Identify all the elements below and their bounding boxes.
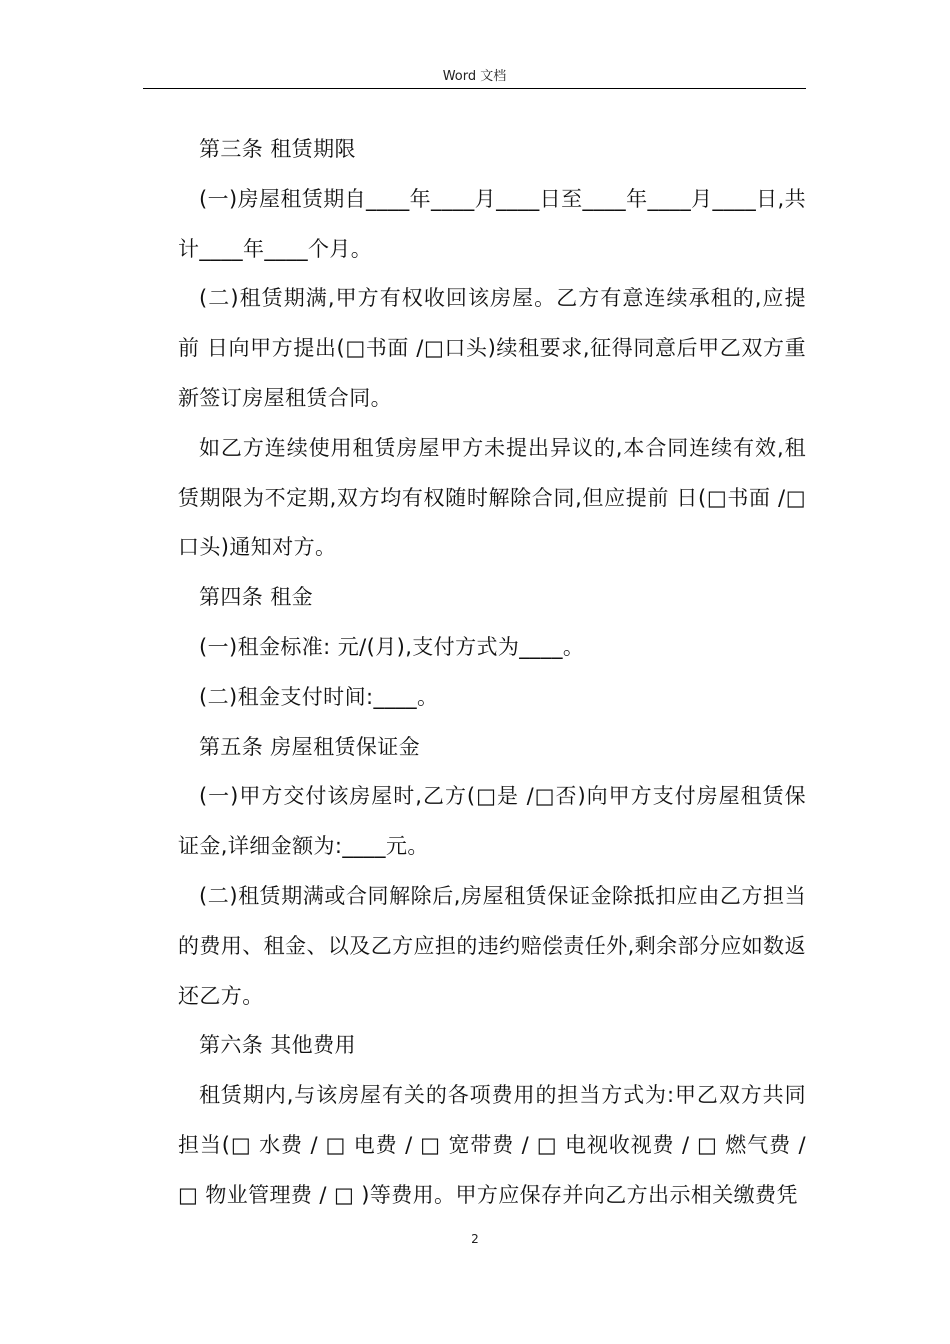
article-5-clause-1: (一)甲方交付该房屋时,乙方(□是 /□否)向甲方支付房屋租赁保证金,详细金额为:____元。 (178, 784, 806, 859)
article-5-heading: 第五条 房屋租赁保证金 (199, 734, 421, 759)
page-number: 2 (471, 1232, 479, 1246)
article-6-clause: 租赁期内,与该房屋有关的各项费用的担当方式为:甲乙双方共同担当(□ 水费 / □ 电费 / □ 宽带费 / □ 电视收视费 / □ 燃气费 / □ 物业管理费 / □ )等费用。甲方应保存并向乙方出示相关缴费凭 (178, 1083, 806, 1207)
article-6-heading: 第六条 其他费用 (199, 1033, 356, 1058)
article-4-heading: 第四条 租金 (199, 585, 314, 610)
article-4-clause-2: (二)租金支付时间:____。 (199, 684, 439, 709)
article-3-clause-1: (一)房屋租赁期自____年____月____日至____年____月____日,共计____年____个月。 (178, 186, 806, 261)
header-divider (143, 88, 806, 89)
article-3-continuation: 如乙方连续使用租赁房屋甲方未提出异议的,本合同连续有效,租赁期限为不定期,双方均有权随时解除合同,但应提前 日(□书面 /□口头)通知对方。 (178, 435, 806, 560)
article-3-heading: 第三条 租赁期限 (199, 137, 356, 161)
document-body (178, 125, 806, 1221)
page-header: Word 文档 (442, 69, 507, 84)
article-3-clause-2: (二)租赁期满,甲方有权收回该房屋。乙方有意连续承租的,应提前 日向甲方提出(□书面 /□口头)续租要求,征得同意后甲乙双方重新签订房屋租赁合同。 (178, 286, 806, 410)
article-4-clause-1: (一)租金标准: 元/(月),支付方式为____。 (199, 634, 585, 659)
article-5-clause-2: (二)租赁期满或合同解除后,房屋租赁保证金除抵扣应由乙方担当的费用、租金、以及乙方应担的违约赔偿责任外,剩余部分应如数返还乙方。 (178, 883, 806, 1008)
